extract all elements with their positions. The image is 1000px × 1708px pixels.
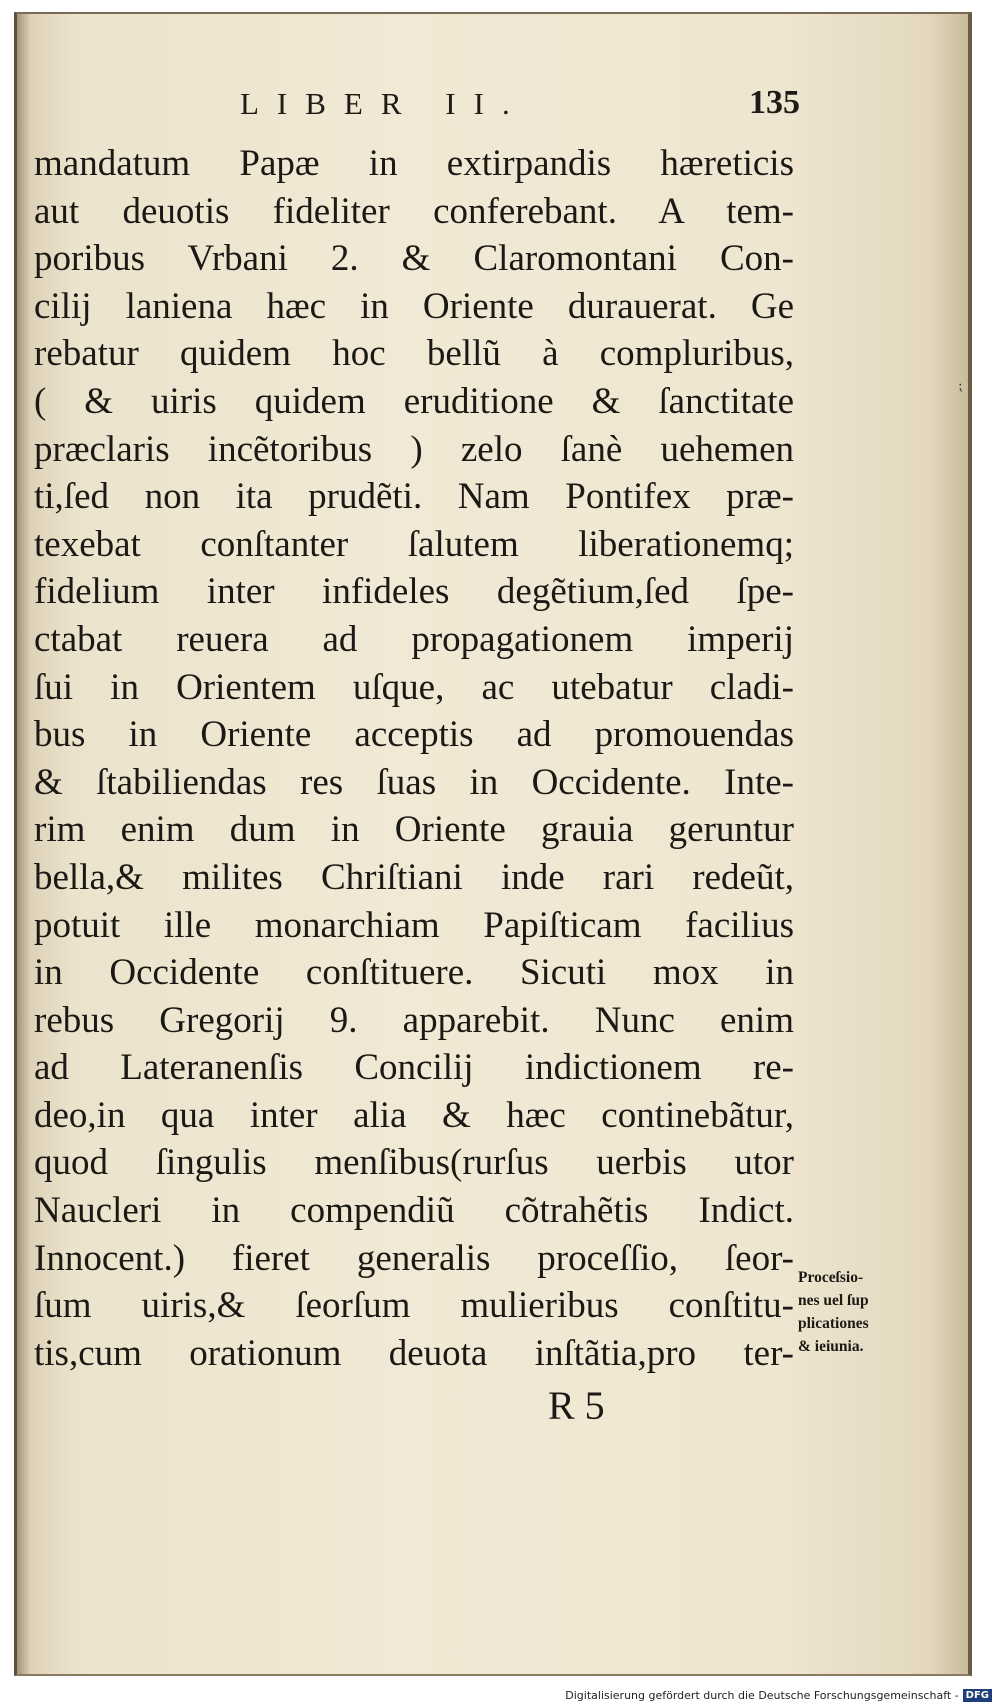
text-line: cilij laniena hæc in Oriente durauerat. Ge	[34, 285, 794, 327]
text-line: bella,& milites Chriſtiani inde rari redeũt,	[34, 856, 794, 898]
text-line: quod ſingulis menſibus(rurſus uerbis utor	[34, 1142, 794, 1184]
ink-speck: ⁏	[958, 378, 963, 394]
text-line: ti,ſed non ita prudẽti. Nam Pontifex præ-	[34, 476, 794, 518]
text-line: rim enim dum in Oriente grauia geruntur	[34, 809, 794, 851]
text-line: deo,in qua inter alia & hæc continebãtur,	[34, 1094, 794, 1136]
marginal-note-line: Proceſsio-	[798, 1269, 864, 1286]
marginal-note-line: plicationes	[798, 1315, 869, 1332]
binding-shadow	[17, 14, 31, 1674]
text-line: texebat conſtanter ſalutem liberationemq;	[34, 523, 794, 565]
text-line: in Occidente conſtituere. Sicuti mox in	[34, 952, 794, 994]
text-line: ad Lateranenſis Concilij indictionem re-	[34, 1047, 794, 1089]
text-line: Naucleri in compendiũ cõtrahẽtis Indict.	[34, 1190, 794, 1232]
text-line: ctabat reuera ad propagationem imperij	[34, 618, 794, 660]
text-line: rebatur quidem hoc bellũ à compluribus,	[34, 333, 794, 375]
folio-number: 135	[749, 84, 800, 121]
body-text	[34, 140, 794, 1377]
text-line: ( & uiris quidem eruditione & ſanctitate	[34, 380, 794, 422]
text-line: tis,cum orationum deuota inſtãtia,pro ter-	[34, 1332, 794, 1374]
text-line: ſum uiris,& ſeorſum mulieribus conſtitu-	[34, 1285, 794, 1327]
marginal-note-line: & ieiunia.	[798, 1338, 864, 1355]
page-header	[240, 86, 800, 126]
text-line: rebus Gregorij 9. apparebit. Nunc enim	[34, 999, 794, 1041]
text-line: aut deuotis fideliter conferebant. A tem-	[34, 190, 794, 232]
marginal-note	[798, 1266, 928, 1358]
text-line: ſui in Orientem uſque, ac utebatur cladi-	[34, 666, 794, 708]
digitization-footer	[565, 1689, 992, 1702]
text-line: potuit ille monarchiam Papiſticam facilius	[34, 904, 794, 946]
dfg-logo-icon: DFG	[963, 1689, 992, 1702]
text-line: præclaris incẽtoribus ) zelo ſanè uehemen	[34, 428, 794, 470]
text-line: bus in Oriente acceptis ad promouendas	[34, 714, 794, 756]
marginal-note-line: nes uel ſup	[798, 1292, 869, 1309]
running-title: LIBER II.	[240, 86, 528, 121]
signature-mark: R 5	[548, 1383, 605, 1428]
text-line: poribus Vrbani 2. & Claromontani Con-	[34, 238, 794, 280]
text-line: mandatum Papæ in extirpandis hæreticis	[34, 143, 794, 184]
text-line: & ſtabiliendas res ſuas in Occidente. Inte-	[34, 761, 794, 803]
text-line: Innocent.) fieret generalis proceſſio, ſeor-	[34, 1237, 794, 1279]
footer-credit: Digitalisierung gefördert durch die Deutsche Forschungsgemeinschaft -	[565, 1689, 959, 1702]
text-line: fidelium inter infideles degẽtium,ſed ſpe-	[34, 571, 794, 613]
